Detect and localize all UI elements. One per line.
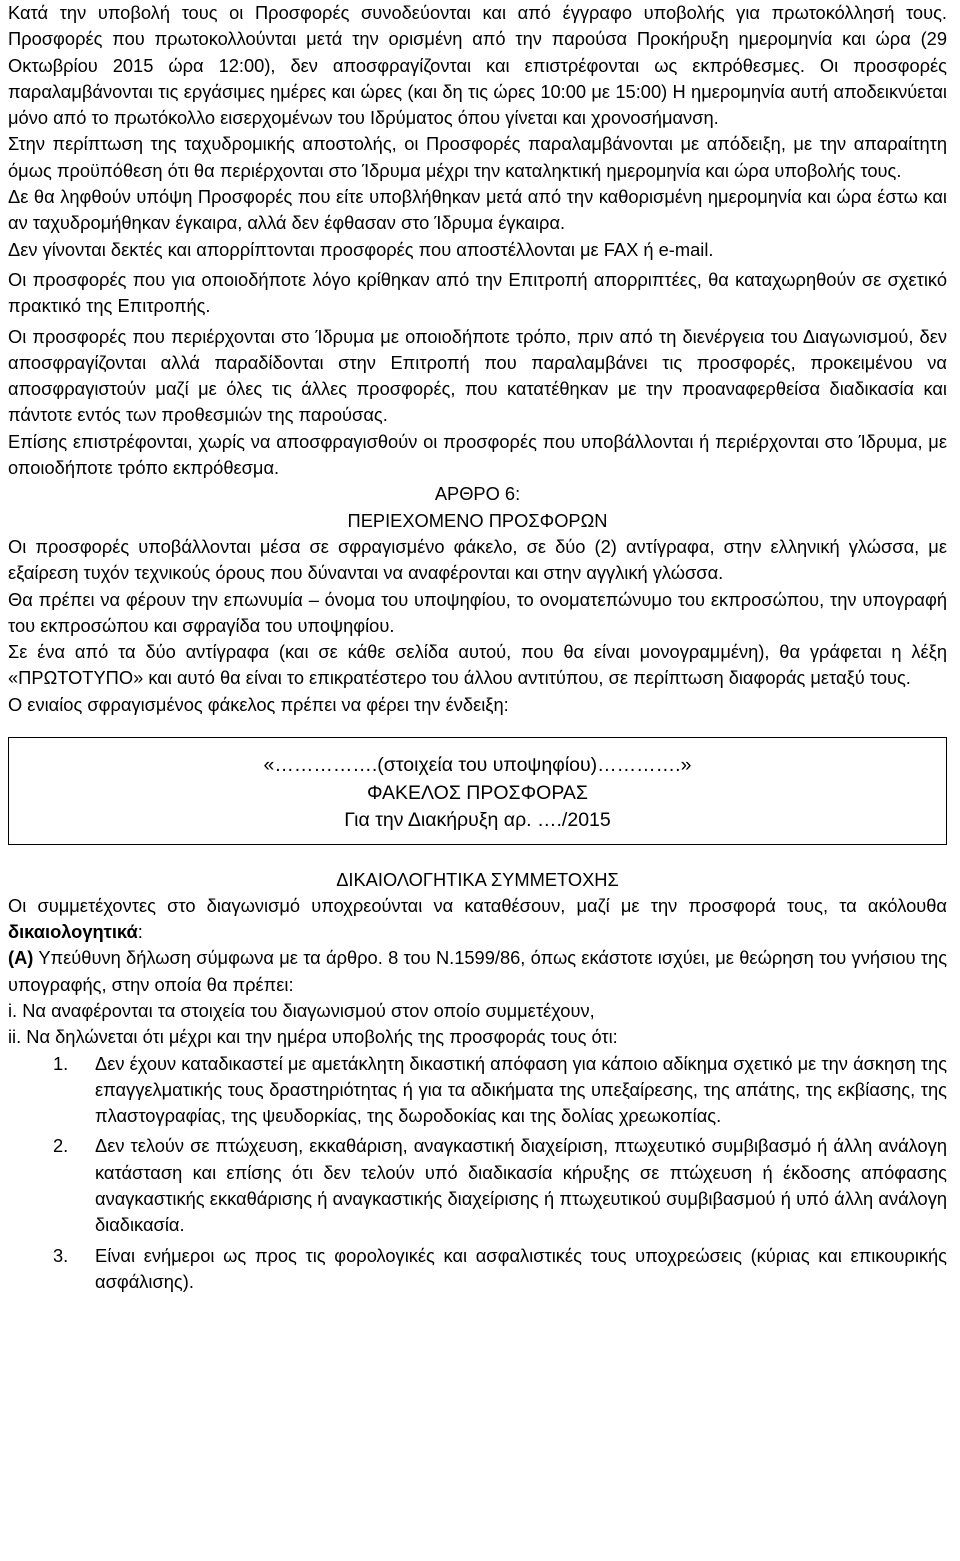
item-a-text: Υπεύθυνη δήλωση σύμφωνα με τα άρθρο. 8 του Ν.1599/86, όπως εκάστοτε ισχύει, με θεώρηση του γνήσιου της υπογραφής, στην οποία θα πρέπει: [8,947,947,995]
paragraph-postal: Στην περίπτωση της ταχυδρομικής αποστολής, οι Προσφορές παραλαμβάνονται με απόδειξη, με την απαραίτητη όμως προϋπόθεση ότι θα περιέρχονται στο Ίδρυμα μέχρι την καταληκτική ημερομηνία και ώρα υποβολής τους. [8,133,947,181]
paragraph-submission: Κατά την υποβολή τους οι Προσφορές συνοδεύονται και από έγγραφο υποβολής για πρωτοκόλλησή τους. Προσφορές που πρωτοκολλούνται μετά την ορισμένη από την παρούσα Προκήρυξη ημερομηνία και ώρα (29 Οκτωβρίου 2015 ώρα 12:00), δεν αποσφραγίζονται και επιστρέφονται ως εκπρόθεσμες. Οι προσφορές παραλαμβάνονται τις εργάσιμες ημέρες και ώρες (και δη τις ώρες 10:00 με 15:00) Η ημερομηνία αυτή αποδεικνύεται μόνο από το πρωτόκολλο εισερχομένων του Ιδρύματος όπου γίνεται και χρονοσήμανση. [8,2,947,129]
item-a-label: (Α) [8,947,34,969]
declaration-list [8,1051,947,1296]
paragraph-envelope: Οι προσφορές υποβάλλονται μέσα σε σφραγισμένο φάκελο, σε δύο (2) αντίγραφα, στην ελληνική γλώσσα, με εξαίρεση τυχόν τεχνικούς όρους που δύνανται να αναφέρονται και στην αγγλική γλώσσα. [8,535,947,584]
sub-item-ii: ii. Να δηλώνεται ότι μέχρι και την ημέρα υποβολής της προσφοράς τους ότι: [8,1026,618,1048]
list-item [8,1051,947,1130]
paragraph-envelope-label: Ο ενιαίος σφραγισμένος φάκελος πρέπει να φέρει την ένδειξη: [8,693,509,715]
list-item [8,1243,947,1296]
paragraph-name-signature: Θα πρέπει να φέρουν την επωνυμία – όνομα του υποψηφίου, το ονοματεπώνυμο του εκπροσώπου, την υπογραφή του εκπροσώπου και σφραγίδα του υποψηφίου. [8,588,947,636]
paragraph-original-copy: Σε ένα από τα δύο αντίγραφα (και σε κάθε σελίδα αυτού, που θα είναι μονογραμμένη), θα γράφεται η λέξη «ΠΡΩΤΟΤΥΠΟ» και αυτό θα είναι το επικρατέστερο του άλλου αντιτύπου, σε περίπτωση διαφοράς μεταξύ τους. [8,641,947,689]
documents-intro [8,893,947,946]
list-item [8,1133,947,1238]
documents-intro-suffix: : [137,921,143,943]
sub-item-i: i. Να αναφέρονται τα στοιχεία του διαγωνισμού στον οποίο συμμετέχουν, [8,1000,595,1021]
article-number: ΑΡΘΡΟ 6: [434,483,521,505]
list-item-text: Δεν τελούν σε πτώχευση, εκκαθάριση, αναγκαστική διαχείριση, πτωχευτικό συμβιβασμό ή άλλη ανάλογη κατάσταση και επίσης ότι δεν τελούν υπό διαδικασία κήρυξης σε πτώχευση ή έκδοσης απόφασης αναγκαστικής εκκαθάρισης ή αναγκαστικής διαχείρισης ή πτωχευτικού συμβιβασμού ή υπό άλλη ανάλογη διαδικασία. [95,1135,947,1236]
documents-intro-prefix: Οι συμμετέχοντες στο διαγωνισμό υποχρεούνται να καταθέσουν, μαζί με την προσφορά τους, τα ακόλουθα [8,894,947,916]
list-item-number: 2. [53,1135,69,1157]
document-page [8,0,947,1295]
list-item-number: 1. [53,1052,69,1074]
list-item-number: 3. [53,1244,69,1266]
paragraph-early-offers: Οι προσφορές που περιέρχονται στο Ίδρυμα με οποιοδήποτε τρόπο, πριν από τη διενέργεια του Διαγωνισμού, δεν αποσφραγίζονται αλλά παραδίδονται στην Επιτροπή που παραλαμβάνει τις προσφορές, προκειμένου να αποσφραγιστούν μαζί με όλες τις άλλες προσφορές, που κατατέθηκαν με την προαναφερθείσα διαδικασία και πάντοτε εντός των προθεσμιών της παρούσας. [8,325,947,426]
envelope-candidate-line: «…………….(στοιχεία του υποψηφίου)………….» [263,754,692,777]
item-a [8,945,947,998]
paragraph-returned: Επίσης επιστρέφονται, χωρίς να αποσφραγισθούν οι προσφορές που υποβάλλονται ή περιέρχονται στο Ίδρυμα, με οποιοδήποτε τρόπο εκπρόθεσμα. [8,430,947,479]
documents-intro-bold: δικαιολογητικά [8,921,138,943]
list-item-text: Δεν έχουν καταδικαστεί με αμετάκλητη δικαστική απόφαση για κάποιο αδίκημα σχετικό με την άσκηση της επαγγελματικής τους δραστηριότητας ή για τα αδικήματα της υπεξαίρεσης, της απάτης, της εκβίασης, της πλαστογραφίας, της ψευδορκίας, της δωροδοκίας και της δολίας χρεωκοπίας. [95,1052,947,1127]
paragraph-fax-email: Δεν γίνονται δεκτές και απορρίπτονται προσφορές που αποστέλλονται με FAX ή e-mail. [8,238,714,260]
article-title: ΠΕΡΙΕΧΟΜΕΝΟ ΠΡΟΣΦΟΡΩΝ [347,509,608,531]
paragraph-late-offers: Δε θα ληφθούν υπόψη Προσφορές που είτε υποβλήθηκαν μετά από την καθορισμένη ημερομηνία και ώρα έστω και αν ταχυδρομήθηκαν έγκαιρα, αλλά δεν έφθασαν στο Ίδρυμα έγκαιρα. [8,186,947,234]
list-item-text: Είναι ενήμεροι ως προς τις φορολογικές και ασφαλιστικές τους υποχρεώσεις (κύριας και επικουρικής ασφάλισης). [95,1244,947,1292]
paragraph-rejected: Οι προσφορές που για οποιοδήποτε λόγο κρίθηκαν από την Επιτροπή απορριπτέες, θα καταχωρηθούν σε σχετικό πρακτικό της Επιτροπής. [8,268,947,317]
documents-section-title: ΔΙΚΑΙΟΛΟΓΗΤΙΚΑ ΣΥΜΜΕΤΟΧΗΣ [336,868,619,890]
envelope-declaration-ref: Για την Διακήρυξη αρ. …./2015 [344,809,611,832]
envelope-offer-title: ΦΑΚΕΛΟΣ ΠΡΟΣΦΟΡΑΣ [367,781,588,804]
envelope-label-box [8,737,947,845]
